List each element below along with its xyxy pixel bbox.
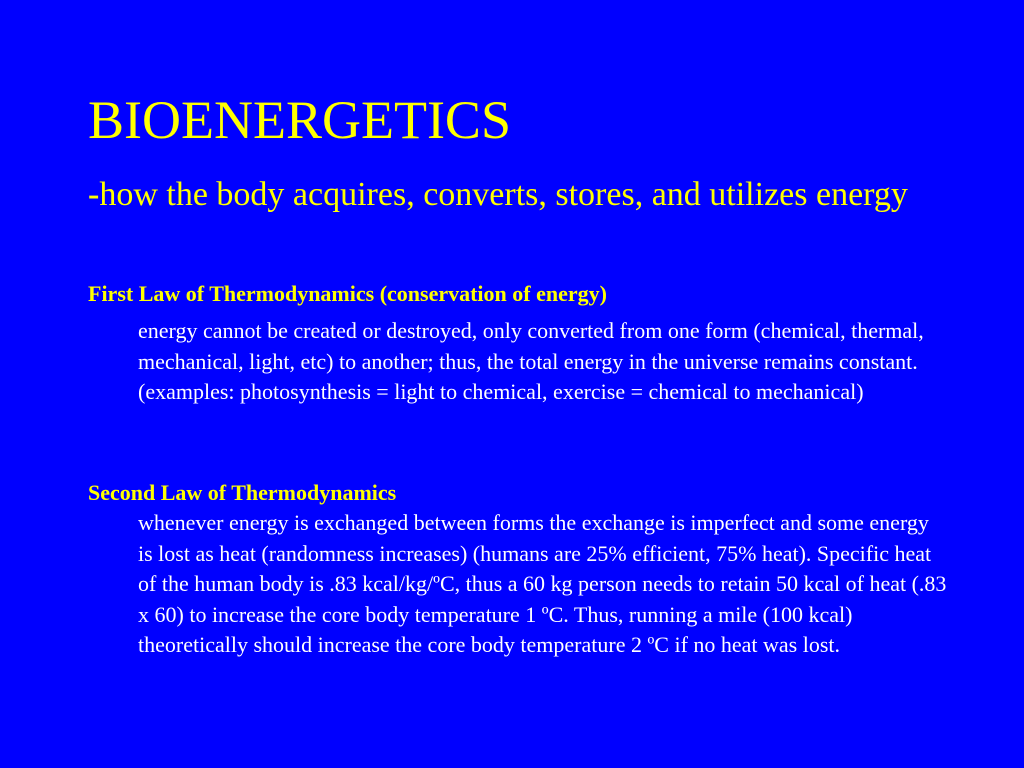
subtitle-dash: -: [88, 176, 100, 213]
first-law-heading: First Law of Thermodynamics (conservation of energy): [88, 281, 607, 306]
slide-title: BIOENERGETICS: [88, 90, 511, 150]
second-law-heading: Second Law of Thermodynamics: [88, 480, 397, 505]
slide-subtitle: [88, 172, 928, 218]
first-law-body: energy cannot be created or destroyed, only converted from one form (chemical, thermal, mechanical, light, etc) to another; thus, the total energy in the universe remains constant. (examples: photosynthesis = light to chemical, exercise = chemical to mechanical): [138, 318, 924, 404]
second-law-body: whenever energy is exchanged between forms the exchange is imperfect and some energy is lost as heat (randomness increases) (humans are 25% efficient, 75% heat). Specific heat of the human body is .83 kcal/kg/ºC, thus a 60 kg person needs to retain 50 kcal of heat (.83 x 60) to increase the core body temperature 1 ºC. Thus, running a mile (100 kcal) theoretically should increase the core body temperature 2 ºC if no heat was lost.: [138, 510, 947, 657]
subtitle-text: how the body acquires, converts, stores, and utilizes energy: [99, 176, 908, 213]
